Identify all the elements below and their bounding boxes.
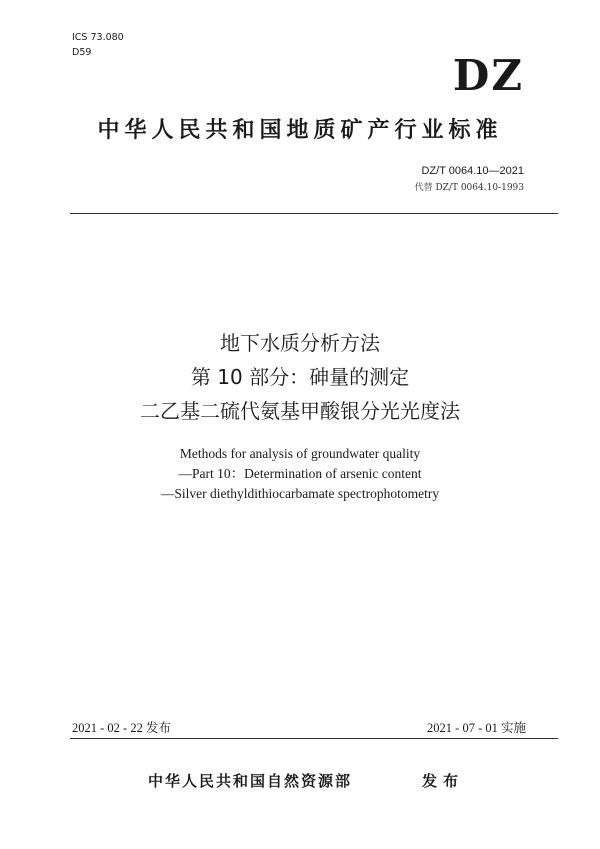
replaces-note: 代替 DZ/T 0064.10-1993 bbox=[414, 183, 524, 193]
dz-logo: DZ bbox=[452, 51, 524, 100]
top-divider bbox=[70, 213, 558, 214]
ccs-code: D59 bbox=[72, 47, 92, 58]
issuer-name: 中华人民共和国自然资源部 bbox=[148, 772, 353, 790]
title-en-line3: —Silver diethyldithiocarbamate spectrophotometry bbox=[160, 486, 440, 501]
title-zh-line3: 二乙基二硫代氨基甲酸银分光光度法 bbox=[140, 399, 460, 423]
publish-date: 2021 - 02 - 22 发布 bbox=[72, 721, 171, 735]
ics-code: ICS 73.080 bbox=[72, 32, 124, 43]
title-zh-line1: 地下水质分析方法 bbox=[220, 331, 380, 355]
title-zh-line2: 第 10 部分：砷量的测定 bbox=[190, 365, 410, 389]
classification-codes bbox=[72, 30, 124, 60]
standard-number: DZ/T 0064.10—2021 bbox=[421, 165, 524, 177]
standard-category: 中华人民共和国地质矿产行业标准 bbox=[97, 118, 503, 143]
bottom-divider bbox=[70, 738, 558, 739]
title-en-line2: —Part 10：Determination of arsenic content bbox=[178, 466, 422, 481]
title-en-line1: Methods for analysis of groundwater quality bbox=[179, 446, 421, 461]
issue-label: 发布 bbox=[422, 772, 465, 790]
implement-date: 2021 - 07 - 01 实施 bbox=[427, 721, 526, 735]
